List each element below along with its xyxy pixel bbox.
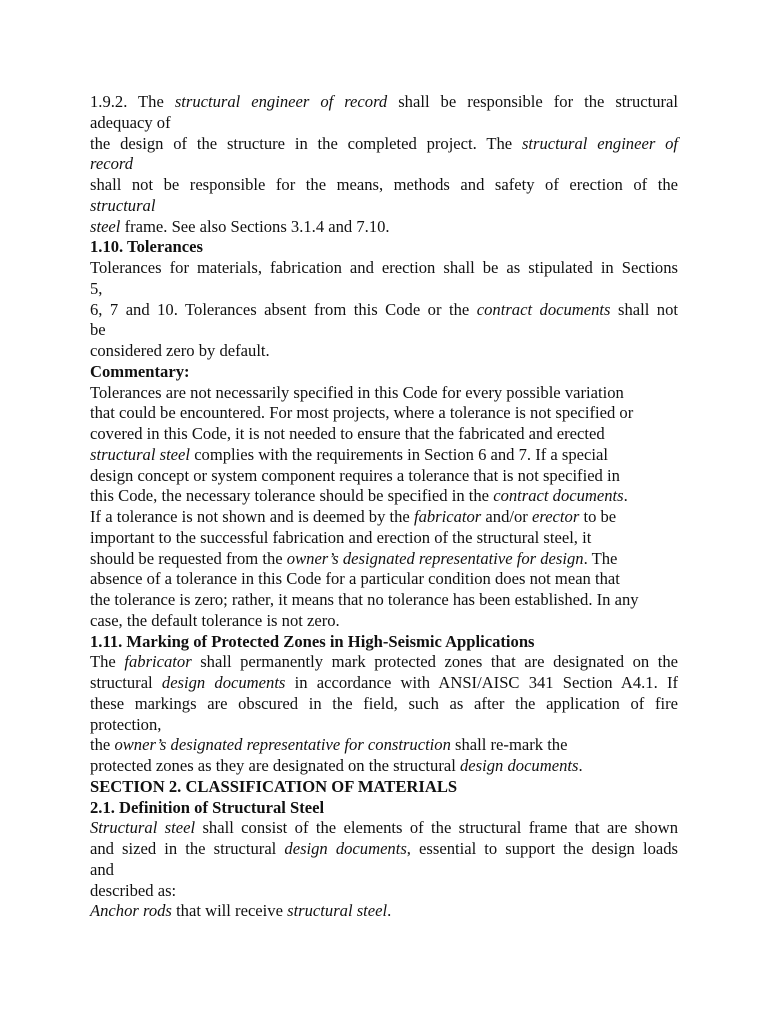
text: structural xyxy=(90,673,153,692)
paragraph-1-9-2 xyxy=(90,92,678,237)
italic-term: steel xyxy=(90,216,121,236)
text: 6, 7 and 10. Tolerances absent from this Code or the xyxy=(90,299,470,319)
text: . xyxy=(387,901,392,921)
text: frame. See also Sections 3.1.4 and 7.10. xyxy=(124,216,390,236)
text: If a tolerance is not shown and is deemed by the xyxy=(90,507,410,526)
text-line: important to the successful fabrication and erection of the structural steel, it xyxy=(90,527,592,547)
italic-term: structural engineer of record xyxy=(174,92,388,111)
section-2 xyxy=(90,777,678,922)
text-line xyxy=(90,134,678,155)
commentary-heading: Commentary: xyxy=(90,361,190,381)
section-heading: 1.11. Marking of Protected Zones in High-Seismic Applications xyxy=(90,631,535,651)
text-line: 5, xyxy=(90,278,103,298)
text-line: and xyxy=(90,859,114,879)
text: . The xyxy=(583,548,618,568)
text: in accordance with ANSI/AISC 341 Section A4.1. If xyxy=(294,673,679,692)
italic-term: structural engineer of xyxy=(521,133,679,153)
text-line xyxy=(90,901,678,922)
italic-term: fabricator xyxy=(413,507,482,526)
text: should be requested from the xyxy=(90,548,283,568)
italic-term: erector xyxy=(531,507,580,526)
text: , essential to support the design loads xyxy=(406,839,678,858)
commentary-block xyxy=(90,362,678,632)
text-line: be xyxy=(90,320,106,340)
text-line: absence of a tolerance in this Code for a particular condition does not mean that xyxy=(90,569,620,589)
italic-term: owner’s designated representative for design xyxy=(286,548,584,568)
text-line xyxy=(90,652,678,673)
text: protected zones as they are designated on the structural xyxy=(90,756,456,775)
text-line xyxy=(90,507,678,528)
text: this Code, the necessary tolerance should be specified in the xyxy=(90,486,490,506)
text-line: design concept or system component requires a tolerance that is not specified in xyxy=(90,465,620,485)
text-line: considered zero by default. xyxy=(90,341,270,360)
text: the xyxy=(90,735,111,755)
text-line: Tolerances for materials, fabrication and erection shall be as stipulated in Sections xyxy=(90,258,678,277)
text-line xyxy=(90,818,678,839)
italic-term: contract documents xyxy=(476,299,611,319)
clause-number: 1.9.2. The xyxy=(90,92,164,111)
subsection-heading: 2.1. Definition of Structural Steel xyxy=(90,797,325,817)
italic-term: owner’s designated representative for construction xyxy=(114,735,451,755)
text: and/or xyxy=(485,507,528,526)
text-line: protection, xyxy=(90,714,162,734)
text-line: described as: xyxy=(90,880,177,900)
italic-term: design documents xyxy=(284,839,407,858)
text-line xyxy=(90,839,678,860)
section-heading: SECTION 2. CLASSIFICATION OF MATERIALS xyxy=(90,776,458,796)
text-line: case, the default tolerance is not zero. xyxy=(90,610,340,630)
text: shall not xyxy=(617,299,679,319)
text: to be xyxy=(583,507,617,526)
italic-term: structural steel xyxy=(90,444,191,464)
italic-term: Structural steel xyxy=(90,818,196,838)
italic-term: design documents xyxy=(460,756,579,775)
text: . xyxy=(623,486,628,506)
document-page xyxy=(90,92,678,922)
text: and sized in the structural xyxy=(90,839,277,858)
italic-term: Anchor rods xyxy=(90,901,172,921)
italic-term: fabricator xyxy=(124,652,192,672)
text-line xyxy=(90,196,678,217)
text-line: Tolerances are not necessarily specified in this Code for every possible variation xyxy=(90,382,624,402)
text-line xyxy=(90,673,678,694)
italic-term: structural xyxy=(90,195,156,215)
text-line xyxy=(90,756,678,777)
text-line: the tolerance is zero; rather, it means that no tolerance has been established. In any xyxy=(90,590,639,609)
text: shall permanently mark protected zones that are designated on the xyxy=(200,652,678,672)
section-1-10 xyxy=(90,237,678,362)
text: complies with the requirements in Section 6 and 7. If a special xyxy=(194,444,608,464)
text-line xyxy=(90,92,678,113)
text-line xyxy=(90,300,678,321)
text: The xyxy=(90,652,116,672)
text-line: these markings are obscured in the field, such as after the application of fire xyxy=(90,693,678,713)
text-line: that could be encountered. For most projects, where a tolerance is not specified or xyxy=(90,403,634,423)
section-1-11 xyxy=(90,632,678,777)
text-line xyxy=(90,154,678,175)
text-line xyxy=(90,735,678,756)
text-line xyxy=(90,217,678,238)
text: that will receive xyxy=(176,901,283,921)
text: shall be responsible for the structural xyxy=(398,92,679,111)
text: . xyxy=(578,756,583,775)
text: shall consist of the elements of the structural frame that are shown xyxy=(202,818,678,838)
text-line: covered in this Code, it is not needed to ensure that the fabricated and erected xyxy=(90,424,605,443)
text-line: adequacy of xyxy=(90,112,171,132)
section-heading: 1.10. Tolerances xyxy=(90,237,203,257)
italic-term: record xyxy=(90,154,134,174)
italic-term: structural steel xyxy=(287,901,388,921)
text: the design of the structure in the completed project. The xyxy=(90,133,513,153)
text-line xyxy=(90,549,678,570)
text-line xyxy=(90,486,678,507)
italic-term: design documents xyxy=(161,673,286,692)
text-line: shall not be responsible for the means, methods and safety of erection of the xyxy=(90,175,678,194)
italic-term: contract documents xyxy=(493,486,624,506)
text: shall re-mark the xyxy=(455,735,568,755)
text-line xyxy=(90,445,678,466)
